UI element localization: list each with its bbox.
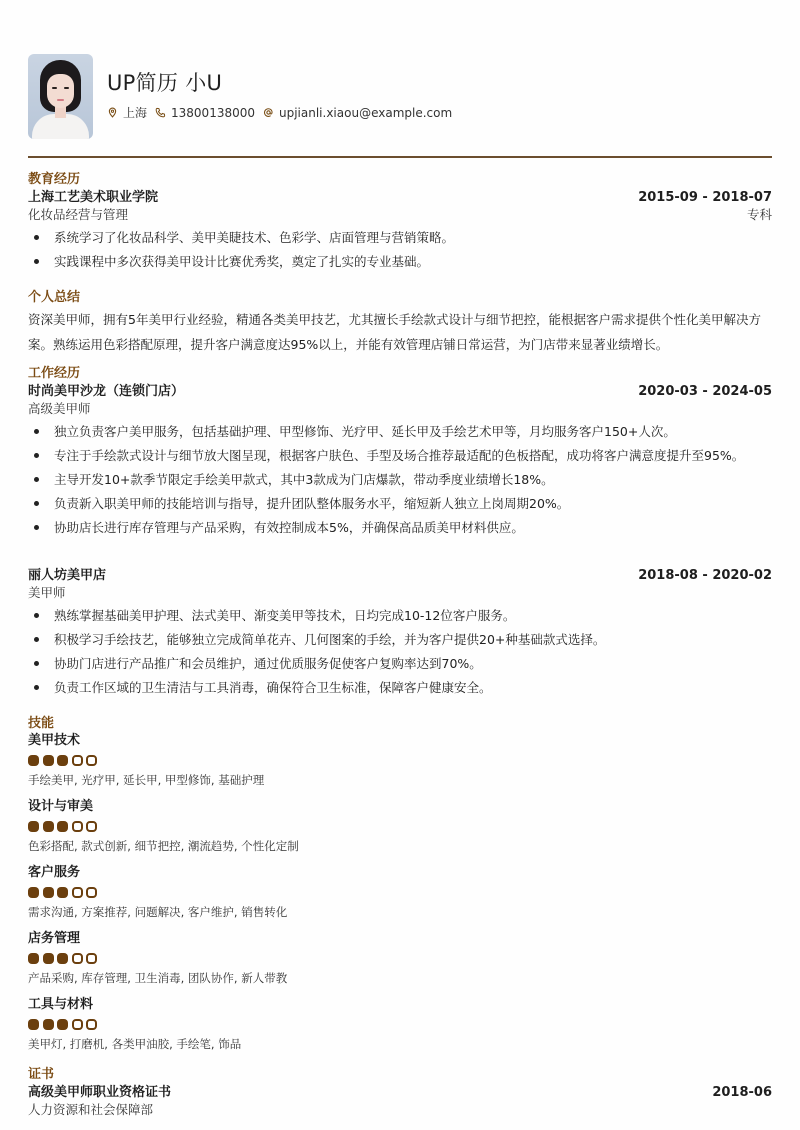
skill-level [28,821,772,832]
education-bullets [28,229,772,270]
email-icon [263,107,274,118]
job-role: 美甲师 [28,585,66,600]
skill-level [28,887,772,898]
skill-item [28,732,772,788]
certificate-name: 高级美甲师职业资格证书 [28,1085,172,1100]
education-date: 2015-09 - 2018-07 [638,190,772,205]
company-name: 时尚美甲沙龙（连锁门店） [28,384,185,399]
skill-tags: 产品采购, 库存管理, 卫生消毒, 团队协作, 新人带教 [28,971,288,985]
summary-text: 资深美甲师，拥有5年美甲行业经验，精通各类美甲技艺，尤其擅长手绘款式设计与细节把控，能根据客户需求提供个性化美甲解决方案。熟练运用色彩搭配原理，提升客户满意度达95%以上，并能有效管理店铺日常运营，为门店带来显著业绩增长。 [28,312,761,352]
skill-tags: 需求沟通, 方案推荐, 问题解决, 客户维护, 销售转化 [28,905,288,919]
contact-location-text: 上海 [123,106,148,120]
job-role: 高级美甲师 [28,401,91,416]
major: 化妆品经营与管理 [28,207,129,222]
list-item: 熟练掌握基础美甲护理、法式美甲、渐变美甲等技术，日均完成10-12位客户服务。 [28,607,772,624]
skill-item [28,798,772,854]
contact-email[interactable] [263,106,452,120]
list-item: 协助门店进行产品推广和会员维护，通过优质服务促使客户复购率达到70%。 [28,655,772,672]
skill-tags: 手绘美甲, 光疗甲, 延长甲, 甲型修饰, 基础护理 [28,773,265,787]
list-item: 负责新入职美甲师的技能培训与指导，提升团队整体服务水平，缩短新人独立上岗周期20%。 [28,495,772,512]
list-item: 专注于手绘款式设计与细节放大图呈现，根据客户肤色、手型及场合推荐最适配的色板搭配，成功将客户满意度提升至95%。 [28,447,772,464]
list-item: 系统学习了化妆品科学、美甲美睫技术、色彩学、店面管理与营销策略。 [28,229,772,246]
list-item: 协助店长进行库存管理与产品采购，有效控制成本5%，并确保高品质美甲材料供应。 [28,519,772,536]
work-section [28,365,772,543]
certificate-issuer: 人力资源和社会保障部 [28,1102,154,1117]
school-name: 上海工艺美术职业学院 [28,190,159,205]
skill-name: 工具与材料 [28,997,94,1012]
job-date: 2018-08 - 2020-02 [638,568,772,583]
skill-level [28,1019,772,1030]
avatar [28,54,93,139]
job-entry [28,383,772,536]
skill-tags: 美甲灯, 打磨机, 各类甲油胶, 手绘笔, 饰品 [28,1037,242,1051]
list-item: 主导开发10+款季节限定手绘美甲款式，其中3款成为门店爆款，带动季度业绩增长18%。 [28,471,772,488]
skill-name: 客户服务 [28,865,81,880]
skill-name: 店务管理 [28,931,81,946]
list-item: 负责工作区域的卫生清洁与工具消毒，确保符合卫生标准，保障客户健康安全。 [28,679,772,696]
location-icon [107,107,118,118]
contact-phone[interactable] [155,106,255,120]
section-title-work: 工作经历 [28,366,81,381]
skill-item [28,864,772,920]
skills-section [28,715,772,1052]
contact-phone-text: 13800138000 [171,105,255,120]
degree: 专科 [746,207,772,222]
list-item: 独立负责客户美甲服务，包括基础护理、甲型修饰、光疗甲、延长甲及手绘艺术甲等，月均服务客户150+人次。 [28,423,772,440]
section-title-certificates: 证书 [28,1067,55,1082]
skill-level [28,953,772,964]
contact-list [107,104,460,121]
summary-section [28,289,772,357]
skill-name: 美甲技术 [28,733,81,748]
phone-icon [155,107,166,118]
company-name: 丽人坊美甲店 [28,568,107,583]
skill-name: 设计与审美 [28,799,94,814]
certificates-section [28,1066,772,1118]
skill-tags: 色彩搭配, 款式创新, 细节把控, 潮流趋势, 个性化定制 [28,839,299,853]
skill-item [28,996,772,1052]
job-bullets [28,423,772,536]
education-section [28,171,772,277]
certificate-date: 2018-06 [712,1085,772,1100]
contact-email-text: upjianli.xiaou@example.com [279,105,453,120]
section-title-skills: 技能 [28,716,55,731]
skill-level [28,755,772,766]
section-title-summary: 个人总结 [28,290,81,305]
contact-location [107,104,147,121]
job-date: 2020-03 - 2024-05 [638,384,772,399]
candidate-name: UP简历 小U [107,71,223,95]
section-title-education: 教育经历 [28,172,81,187]
header-divider [28,156,772,158]
job-bullets [28,607,772,696]
list-item: 实践课程中多次获得美甲设计比赛优秀奖，奠定了扎实的专业基础。 [28,253,772,270]
list-item: 积极学习手绘技艺，能够独立完成简单花卉、几何图案的手绘，并为客户提供20+种基础款式选择。 [28,631,772,648]
skill-item [28,930,772,986]
job-entry [28,567,772,703]
resume-header [28,54,460,139]
